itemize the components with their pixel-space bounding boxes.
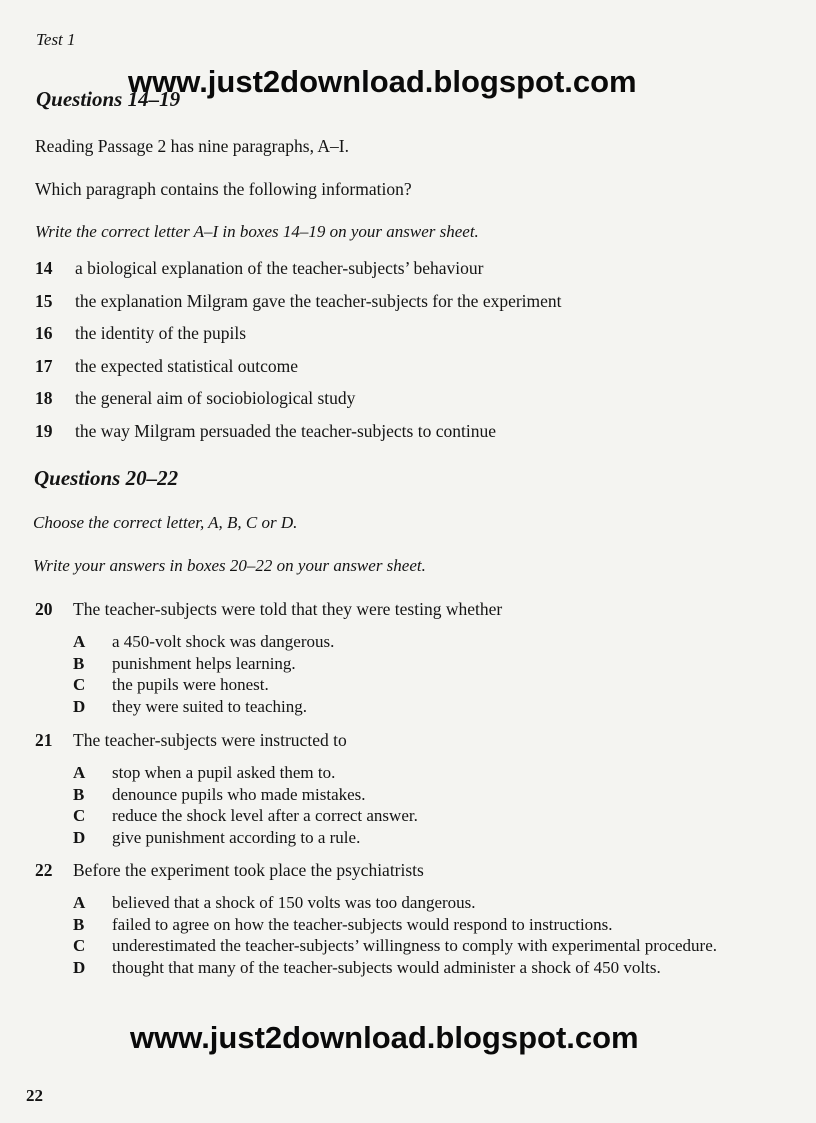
option-text: underestimated the teacher-subjects’ willingness to comply with experimental procedure. [112, 936, 718, 955]
option-letter: B [73, 784, 85, 804]
page-number: 22 [26, 1086, 43, 1105]
question-22 [35, 860, 795, 978]
item-text: the way Milgram persuaded the teacher-subjects to continue [75, 420, 496, 441]
instruction-choose-letter: Choose the correct letter, A, B, C or D. [33, 513, 298, 532]
watermark-top: www.just2download.blogspot.com [128, 64, 637, 99]
option-text: reduce the shock level after a correct answer. [112, 806, 418, 825]
item-number: 17 [35, 355, 53, 376]
running-header: Test 1 [36, 30, 76, 49]
option-a [73, 892, 785, 914]
question-21 [35, 730, 795, 848]
option-text: a 450-volt shock was dangerous. [112, 632, 335, 651]
item-text: the explanation Milgram gave the teacher-subjects for the experiment [75, 290, 562, 311]
option-letter: D [73, 957, 86, 977]
question-stem: Before the experiment took place the psychiatrists [73, 860, 424, 880]
option-d [73, 957, 785, 979]
option-d [73, 827, 795, 849]
question-number: 21 [35, 730, 53, 750]
item-text: the identity of the pupils [75, 323, 247, 344]
option-list [73, 631, 795, 717]
option-list [73, 762, 795, 848]
item-number: 19 [35, 420, 53, 441]
item-number: 16 [35, 323, 53, 344]
option-a [73, 631, 795, 653]
option-letter: D [73, 827, 86, 847]
question-number: 20 [35, 599, 53, 619]
option-text: give punishment according to a rule. [112, 827, 361, 847]
list-item [35, 258, 775, 291]
option-b [73, 653, 795, 675]
option-text: thought that many of the teacher-subjects would administer a shock of 450 volts. [112, 957, 661, 977]
option-list [73, 892, 785, 978]
question-number: 22 [35, 860, 53, 880]
option-text: believed that a shock of 150 volts was too dangerous. [112, 893, 476, 912]
section-title-14-19: Questions 14–19 [36, 87, 181, 111]
option-letter: D [73, 696, 86, 716]
watermark-bottom: www.just2download.blogspot.com [130, 1020, 639, 1055]
option-letter: A [73, 893, 86, 912]
question-stem: The teacher-subjects were told that they were testing whether [73, 599, 503, 619]
list-item [35, 421, 775, 454]
instruction-14-19: Write the correct letter A–I in boxes 14–19 on your answer sheet. [35, 222, 479, 241]
list-item [35, 291, 775, 324]
matching-items-list [35, 258, 775, 454]
option-b [73, 914, 785, 936]
option-text: denounce pupils who made mistakes. [112, 784, 366, 804]
question-20 [35, 599, 795, 717]
option-text: punishment helps learning. [112, 653, 296, 673]
item-number: 15 [35, 290, 53, 311]
option-text: stop when a pupil asked them to. [112, 763, 336, 782]
question-stem: The teacher-subjects were instructed to [73, 730, 347, 750]
option-text: the pupils were honest. [112, 675, 269, 694]
list-item [35, 323, 775, 356]
option-c [73, 674, 795, 696]
item-number: 14 [35, 258, 53, 278]
item-text: a biological explanation of the teacher-subjects’ behaviour [75, 258, 484, 278]
option-c [73, 935, 785, 957]
option-a [73, 762, 795, 784]
option-letter: A [73, 763, 86, 782]
list-item [35, 356, 775, 389]
option-letter: C [73, 936, 86, 955]
matching-question: Which paragraph contains the following information? [35, 179, 412, 199]
item-text: the general aim of sociobiological study [75, 388, 356, 409]
option-d [73, 696, 795, 718]
option-text: they were suited to teaching. [112, 696, 307, 716]
item-number: 18 [35, 388, 53, 409]
option-letter: C [73, 806, 86, 825]
list-item [35, 388, 775, 421]
item-text: the expected statistical outcome [75, 355, 299, 376]
option-letter: C [73, 675, 86, 694]
option-b [73, 784, 795, 806]
section-title-20-22: Questions 20–22 [34, 466, 179, 490]
option-text: failed to agree on how the teacher-subjects would respond to instructions. [112, 914, 613, 934]
option-letter: A [73, 632, 86, 651]
option-letter: B [73, 914, 85, 934]
option-c [73, 805, 795, 827]
passage-intro: Reading Passage 2 has nine paragraphs, A–I. [35, 136, 349, 156]
option-letter: B [73, 653, 85, 673]
instruction-20-22: Write your answers in boxes 20–22 on your answer sheet. [33, 556, 426, 575]
